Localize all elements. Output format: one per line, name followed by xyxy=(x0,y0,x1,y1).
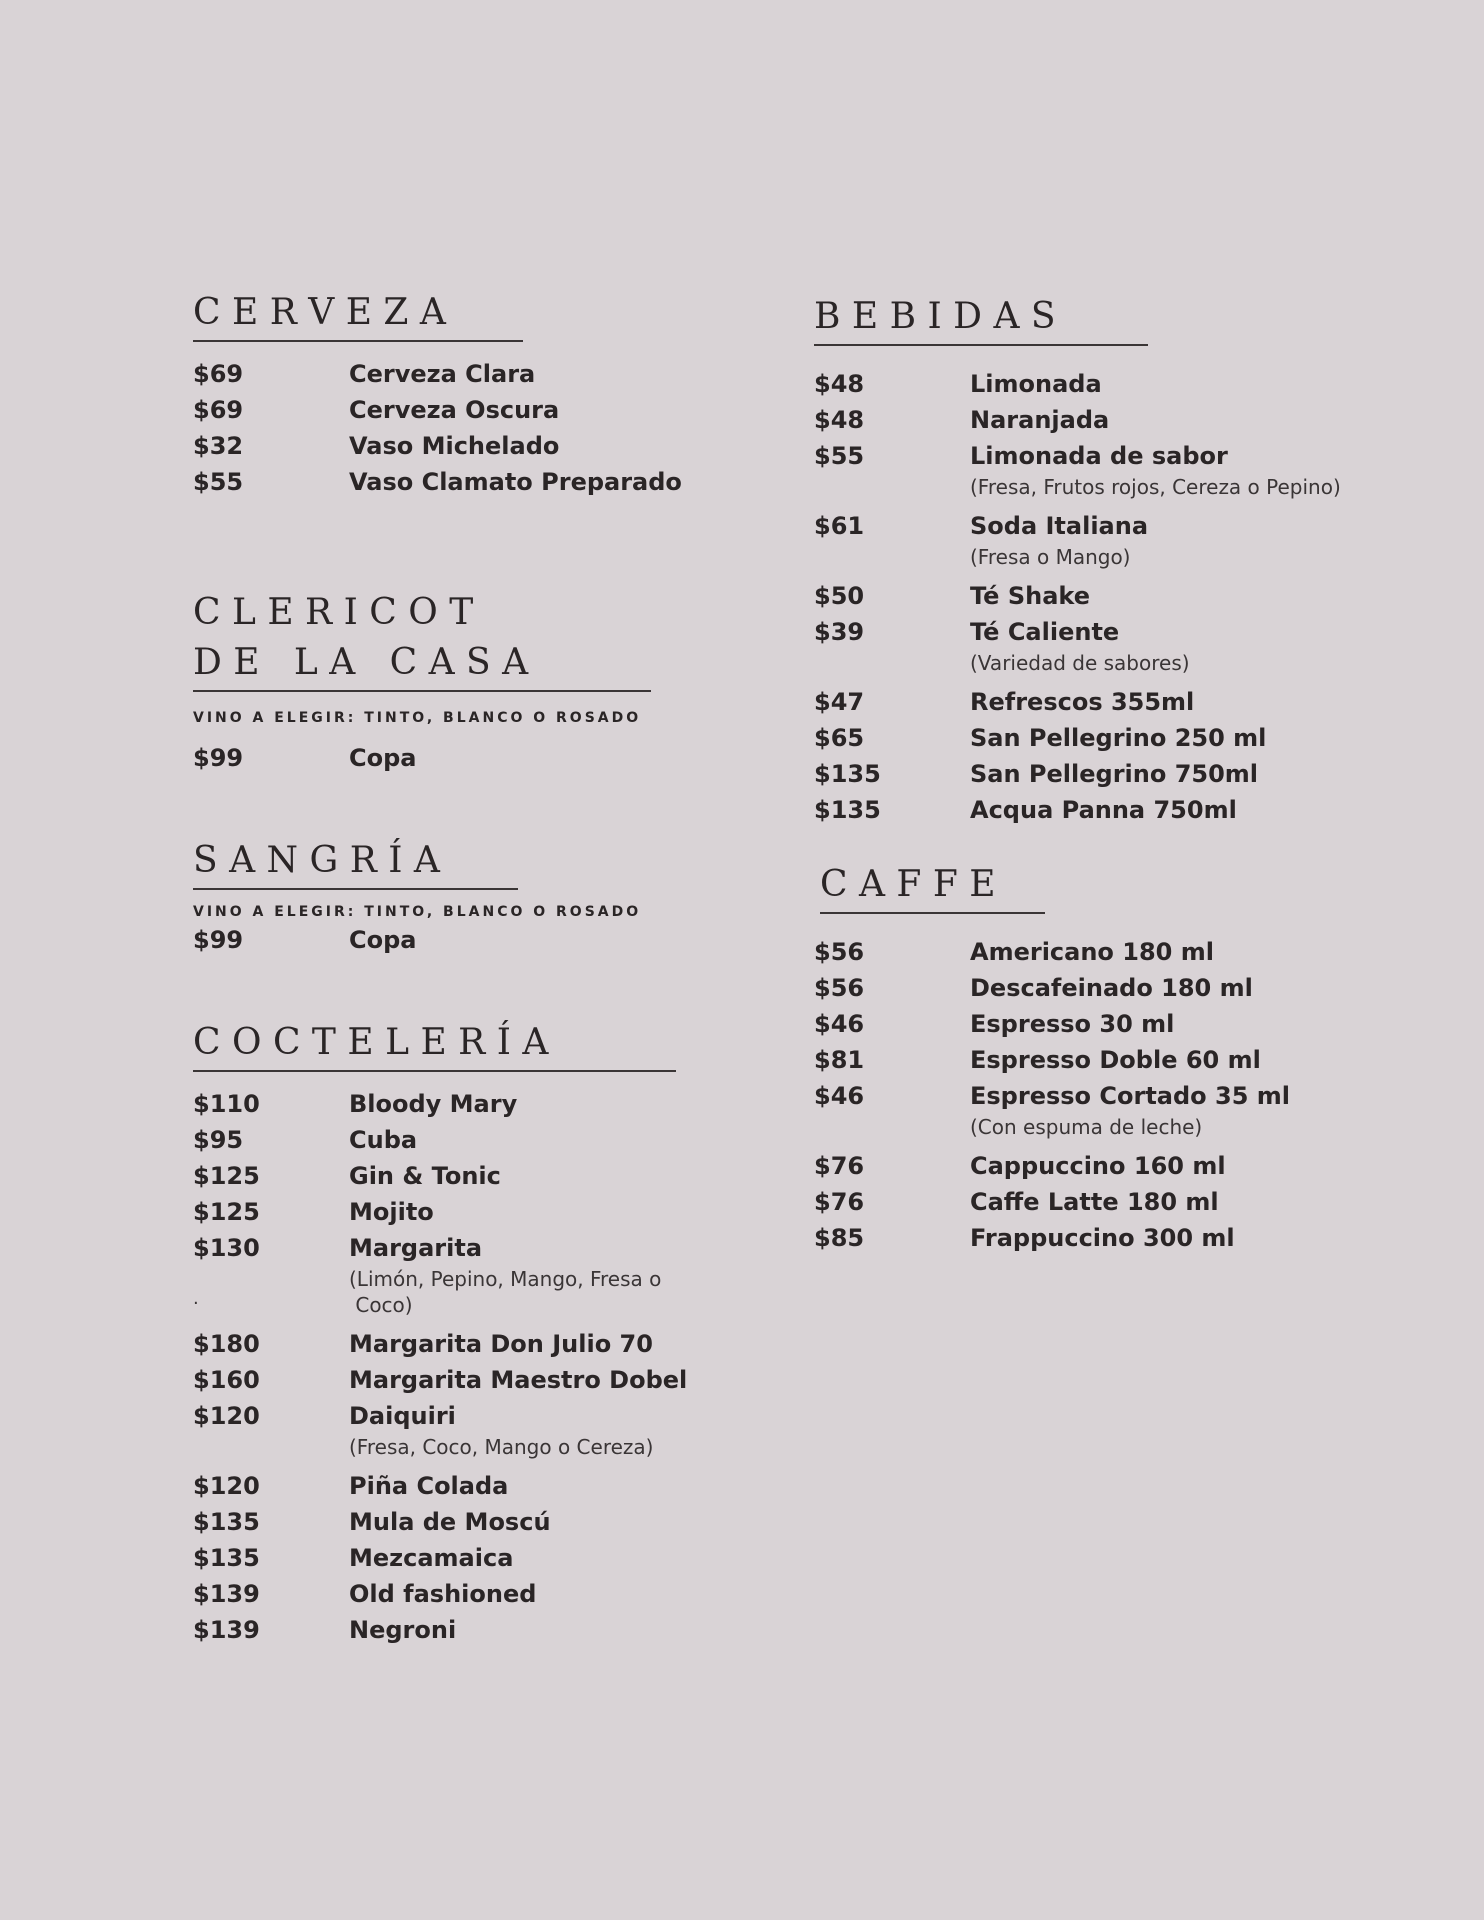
section-title: C O C T E L E R Í A xyxy=(193,1022,549,1063)
item-price: $139 xyxy=(193,1616,260,1644)
item-details xyxy=(349,1540,733,1576)
item-price: $56 xyxy=(814,974,865,1002)
item-details xyxy=(970,1042,1380,1078)
item-note: (Limón, Pepino, Mango, Fresa o xyxy=(349,1267,662,1291)
item-name: Mula de Moscú xyxy=(349,1508,551,1536)
item-name: Gin & Tonic xyxy=(349,1162,501,1190)
item-details xyxy=(970,970,1380,1006)
item-list xyxy=(193,922,713,958)
item-list xyxy=(193,356,713,500)
section-sangria xyxy=(193,836,713,958)
item-list xyxy=(193,740,713,776)
stray-mark: . xyxy=(193,1288,199,1309)
item-name: Soda Italiana xyxy=(970,512,1149,540)
section-title-line-2: D E L A C A S A xyxy=(193,642,529,683)
item-details xyxy=(970,438,1374,508)
item-price: $130 xyxy=(193,1234,260,1262)
item-details xyxy=(970,720,1374,756)
item-price: $160 xyxy=(193,1366,260,1394)
section-bebidas xyxy=(814,292,1374,828)
item-name: Limonada de sabor xyxy=(970,442,1228,470)
menu-item xyxy=(193,1230,733,1326)
item-details xyxy=(349,1504,733,1540)
item-price: $39 xyxy=(814,618,865,646)
item-name: Té Caliente xyxy=(970,618,1120,646)
item-name: Refrescos 355ml xyxy=(970,688,1195,716)
section-title-line-1: C L E R I C O T xyxy=(193,592,474,633)
item-name: Copa xyxy=(349,744,417,772)
item-name: Té Shake xyxy=(970,582,1090,610)
item-details xyxy=(349,428,713,464)
item-details xyxy=(349,1158,733,1194)
item-price: $46 xyxy=(814,1010,865,1038)
menu-item xyxy=(814,684,1374,720)
item-details xyxy=(970,1148,1380,1184)
menu-item xyxy=(814,508,1374,578)
menu-item xyxy=(193,1576,733,1612)
item-name: Limonada xyxy=(970,370,1102,398)
item-price: $95 xyxy=(193,1126,244,1154)
item-price: $85 xyxy=(814,1224,865,1252)
item-details xyxy=(970,1184,1380,1220)
item-name: Daiquiri xyxy=(349,1402,456,1430)
item-details xyxy=(970,792,1374,828)
item-price: $65 xyxy=(814,724,865,752)
item-details xyxy=(970,934,1380,970)
menu-item xyxy=(814,614,1374,684)
item-price: $120 xyxy=(193,1402,260,1430)
item-details xyxy=(349,356,713,392)
menu-item xyxy=(193,922,713,958)
item-details xyxy=(970,1006,1380,1042)
item-name: Cuba xyxy=(349,1126,418,1154)
item-details xyxy=(349,1194,733,1230)
title-underline xyxy=(193,340,523,342)
item-price: $76 xyxy=(814,1188,865,1216)
item-note: (Fresa o Mango) xyxy=(970,545,1131,569)
section-cerveza xyxy=(193,288,713,500)
item-details xyxy=(349,1612,733,1648)
item-name: Negroni xyxy=(349,1616,457,1644)
title-underline xyxy=(820,912,1045,914)
section-title: B E B I D A S xyxy=(814,296,1056,337)
item-price: $99 xyxy=(193,744,244,772)
item-price: $55 xyxy=(814,442,865,470)
item-details xyxy=(349,1326,733,1362)
title-underline xyxy=(193,690,651,692)
item-name: Espresso 30 ml xyxy=(970,1010,1175,1038)
item-price: $48 xyxy=(814,370,865,398)
item-name: Piña Colada xyxy=(349,1472,509,1500)
item-details xyxy=(349,1362,733,1398)
item-name: Cerveza Oscura xyxy=(349,396,560,424)
item-name: Old fashioned xyxy=(349,1580,537,1608)
item-details xyxy=(349,1398,733,1468)
item-list xyxy=(814,366,1374,828)
item-details xyxy=(970,684,1374,720)
item-details xyxy=(349,1468,733,1504)
menu-item xyxy=(193,1194,733,1230)
item-price: $120 xyxy=(193,1472,260,1500)
item-name: Cerveza Clara xyxy=(349,360,536,388)
menu-item xyxy=(814,756,1374,792)
item-details xyxy=(970,366,1374,402)
item-details xyxy=(349,922,713,958)
item-name: Cappuccino 160 ml xyxy=(970,1152,1226,1180)
item-details xyxy=(349,740,713,776)
item-details xyxy=(970,402,1374,438)
item-name: Mezcamaica xyxy=(349,1544,514,1572)
item-details xyxy=(970,508,1374,578)
section-cocteleria xyxy=(193,1018,733,1648)
item-price: $47 xyxy=(814,688,865,716)
menu-item xyxy=(193,1326,733,1362)
section-clericot xyxy=(193,588,713,776)
section-subtitle: VINO A ELEGIR: TINTO, BLANCO O ROSADO xyxy=(193,710,642,726)
item-price: $135 xyxy=(814,796,881,824)
menu-item xyxy=(193,1362,733,1398)
menu-item xyxy=(193,740,713,776)
item-name: Acqua Panna 750ml xyxy=(970,796,1237,824)
item-price: $110 xyxy=(193,1090,260,1118)
menu-item xyxy=(814,1006,1380,1042)
menu-item xyxy=(814,1148,1380,1184)
section-title: S A N G R Í A xyxy=(193,840,440,881)
item-price: $125 xyxy=(193,1162,260,1190)
item-price: $50 xyxy=(814,582,865,610)
item-note: (Fresa, Frutos rojos, Cereza o Pepino) xyxy=(970,475,1341,499)
menu-item xyxy=(814,366,1374,402)
item-details xyxy=(349,392,713,428)
title-underline xyxy=(814,344,1148,346)
menu-item xyxy=(814,1184,1380,1220)
item-price: $135 xyxy=(193,1544,260,1572)
item-note: (Con espuma de leche) xyxy=(970,1115,1203,1139)
item-name: Bloody Mary xyxy=(349,1090,518,1118)
item-details xyxy=(970,614,1374,684)
item-note-continued: Coco) xyxy=(349,1293,413,1317)
item-list xyxy=(193,1086,733,1648)
menu-item xyxy=(193,428,713,464)
item-price: $46 xyxy=(814,1082,865,1110)
title-underline xyxy=(193,1070,676,1072)
item-details xyxy=(970,756,1374,792)
menu-item xyxy=(193,1504,733,1540)
item-details xyxy=(970,578,1374,614)
item-name: Americano 180 ml xyxy=(970,938,1214,966)
menu-item xyxy=(814,1042,1380,1078)
item-price: $48 xyxy=(814,406,865,434)
item-name: Vaso Clamato Preparado xyxy=(349,468,682,496)
item-price: $56 xyxy=(814,938,865,966)
section-title: C E R V E Z A xyxy=(193,292,446,333)
menu-item xyxy=(814,402,1374,438)
item-name: Frappuccino 300 ml xyxy=(970,1224,1235,1252)
item-price: $61 xyxy=(814,512,865,540)
menu-item xyxy=(193,1468,733,1504)
menu-item xyxy=(814,720,1374,756)
section-caffe xyxy=(814,860,1380,1256)
item-list xyxy=(814,934,1380,1256)
item-price: $139 xyxy=(193,1580,260,1608)
title-underline xyxy=(193,888,518,890)
menu-item xyxy=(814,438,1374,508)
menu-item xyxy=(814,1078,1380,1148)
menu-item xyxy=(193,392,713,428)
item-price: $180 xyxy=(193,1330,260,1358)
item-name: Naranjada xyxy=(970,406,1110,434)
item-name: Espresso Cortado 35 ml xyxy=(970,1082,1291,1110)
section-subtitle: VINO A ELEGIR: TINTO, BLANCO O ROSADO xyxy=(193,904,642,920)
item-details xyxy=(970,1220,1380,1256)
item-name: Descafeinado 180 ml xyxy=(970,974,1253,1002)
item-note: (Variedad de sabores) xyxy=(970,651,1190,675)
item-name: Margarita Don Julio 70 xyxy=(349,1330,653,1358)
item-price: $99 xyxy=(193,926,244,954)
item-price: $69 xyxy=(193,396,244,424)
menu-item xyxy=(193,1612,733,1648)
item-details xyxy=(349,464,713,500)
item-price: $125 xyxy=(193,1198,260,1226)
item-price: $69 xyxy=(193,360,244,388)
item-name: Margarita Maestro Dobel xyxy=(349,1366,688,1394)
menu-item xyxy=(814,934,1380,970)
menu-item xyxy=(193,1086,733,1122)
item-name: Margarita xyxy=(349,1234,483,1262)
item-name: San Pellegrino 250 ml xyxy=(970,724,1267,752)
menu-item xyxy=(193,1540,733,1576)
item-name: San Pellegrino 750ml xyxy=(970,760,1259,788)
menu-item xyxy=(814,792,1374,828)
item-details xyxy=(349,1086,733,1122)
menu-item xyxy=(193,1398,733,1468)
item-name: Caffe Latte 180 ml xyxy=(970,1188,1219,1216)
item-note: (Fresa, Coco, Mango o Cereza) xyxy=(349,1435,654,1459)
menu-item xyxy=(193,464,713,500)
menu-item xyxy=(814,578,1374,614)
item-name: Copa xyxy=(349,926,417,954)
menu-item xyxy=(193,1158,733,1194)
menu-item xyxy=(193,356,713,392)
item-name: Vaso Michelado xyxy=(349,432,560,460)
menu-item xyxy=(193,1122,733,1158)
item-name: Mojito xyxy=(349,1198,434,1226)
item-price: $76 xyxy=(814,1152,865,1180)
item-details xyxy=(349,1122,733,1158)
menu-item xyxy=(814,1220,1380,1256)
item-details xyxy=(349,1576,733,1612)
section-title: C A F F E xyxy=(820,864,996,905)
item-price: $55 xyxy=(193,468,244,496)
menu-item xyxy=(814,970,1380,1006)
item-price: $81 xyxy=(814,1046,865,1074)
item-details xyxy=(970,1078,1380,1148)
item-price: $135 xyxy=(193,1508,260,1536)
item-name: Espresso Doble 60 ml xyxy=(970,1046,1261,1074)
item-details xyxy=(349,1230,733,1326)
item-price: $32 xyxy=(193,432,244,460)
item-price: $135 xyxy=(814,760,881,788)
